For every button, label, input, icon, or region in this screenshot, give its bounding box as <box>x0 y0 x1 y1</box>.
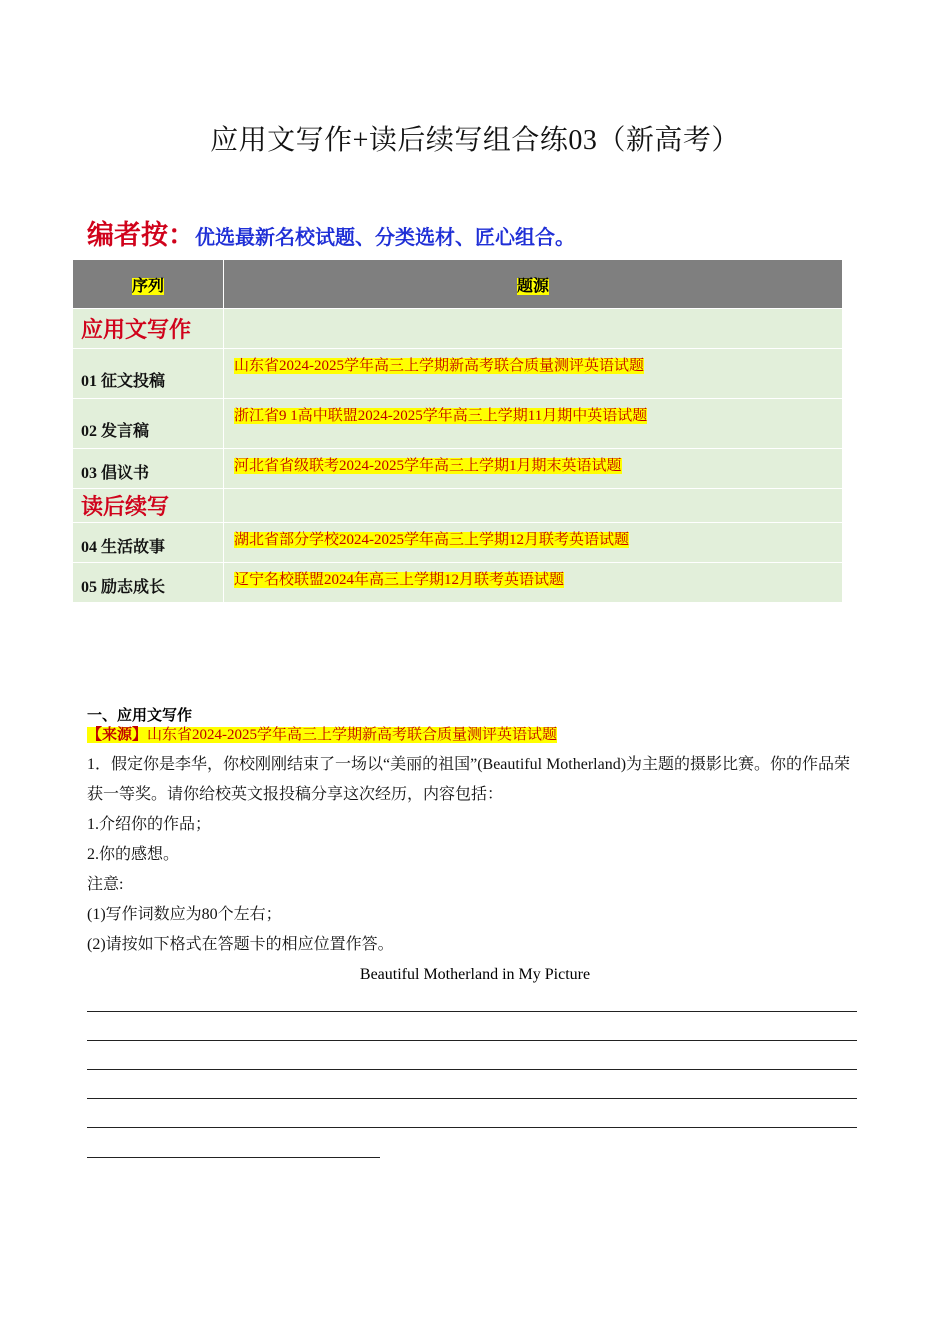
toc-header-row <box>73 260 843 309</box>
answer-line <box>87 1011 857 1012</box>
essay-title: Beautiful Motherland in My Picture <box>359 966 591 983</box>
page-title: 应用文写作+读后续写组合练03（新高考） <box>210 125 740 156</box>
section-heading: 一、应用文写作 <box>87 708 193 724</box>
question-point: 1.介绍你的作品； <box>87 816 212 833</box>
answer-line <box>87 1127 857 1128</box>
editor-note <box>87 213 575 252</box>
toc-item-source: 山东省2024-2025学年高三上学期新高考联合质量测评英语试题 <box>224 349 843 399</box>
toc-item-name: 05 励志成长 <box>73 563 224 603</box>
toc-row <box>73 523 843 563</box>
toc-row <box>73 399 843 449</box>
question-block <box>87 750 857 960</box>
toc-item-name: 04 生活故事 <box>73 523 224 563</box>
answer-line <box>87 1157 380 1158</box>
editor-note-text: 优选最新名校试题、分类选材、匠心组合。 <box>195 227 575 249</box>
toc-section-heading: 应用文写作 <box>73 309 224 349</box>
question-point: 2.你的感想。 <box>87 846 180 863</box>
toc-item-source: 辽宁名校联盟2024年高三上学期12月联考英语试题 <box>224 563 843 603</box>
editor-note-label: 编者按： <box>87 220 195 250</box>
notice-item: (1)写作词数应为80个左右； <box>87 906 282 923</box>
toc-item-source: 湖北省部分学校2024-2025学年高三上学期12月联考英语试题 <box>224 523 843 563</box>
toc-row <box>73 449 843 489</box>
toc-header-seq: 序列 <box>73 260 224 309</box>
toc-item-source: 浙江省9 1高中联盟2024-2025学年高三上学期11月期中英语试题 <box>224 399 843 449</box>
source-line <box>87 723 857 744</box>
question-text: 1．假定你是李华，你校刚刚结束了一场以“美丽的祖国”(Beautiful Motherland)为主题的摄影比赛。你的作品荣获一等奖。请你给校英文报投稿分享这次经历，内容包括： <box>87 756 851 803</box>
answer-line <box>87 1040 857 1041</box>
toc-item-name: 01 征文投稿 <box>73 349 224 399</box>
source-tag: 【来源】 <box>87 727 148 743</box>
toc-section-row <box>73 489 843 523</box>
toc-header-source: 题源 <box>224 260 843 309</box>
toc-item-name: 02 发言稿 <box>73 399 224 449</box>
notice-label: 注意: <box>87 876 124 893</box>
toc-row <box>73 349 843 399</box>
toc-section-row <box>73 309 843 349</box>
toc-item-source: 河北省省级联考2024-2025学年高三上学期1月期末英语试题 <box>224 449 843 489</box>
toc-item-name: 03 倡议书 <box>73 449 224 489</box>
toc-section-heading: 读后续写 <box>73 489 224 523</box>
toc-row <box>73 563 843 603</box>
toc-table <box>72 259 843 603</box>
source-text: 山东省2024-2025学年高三上学期新高考联合质量测评英语试题 <box>147 727 558 743</box>
notice-item: (2)请按如下格式在答题卡的相应位置作答。 <box>87 936 394 953</box>
answer-line <box>87 1069 857 1070</box>
answer-line <box>87 1098 857 1099</box>
